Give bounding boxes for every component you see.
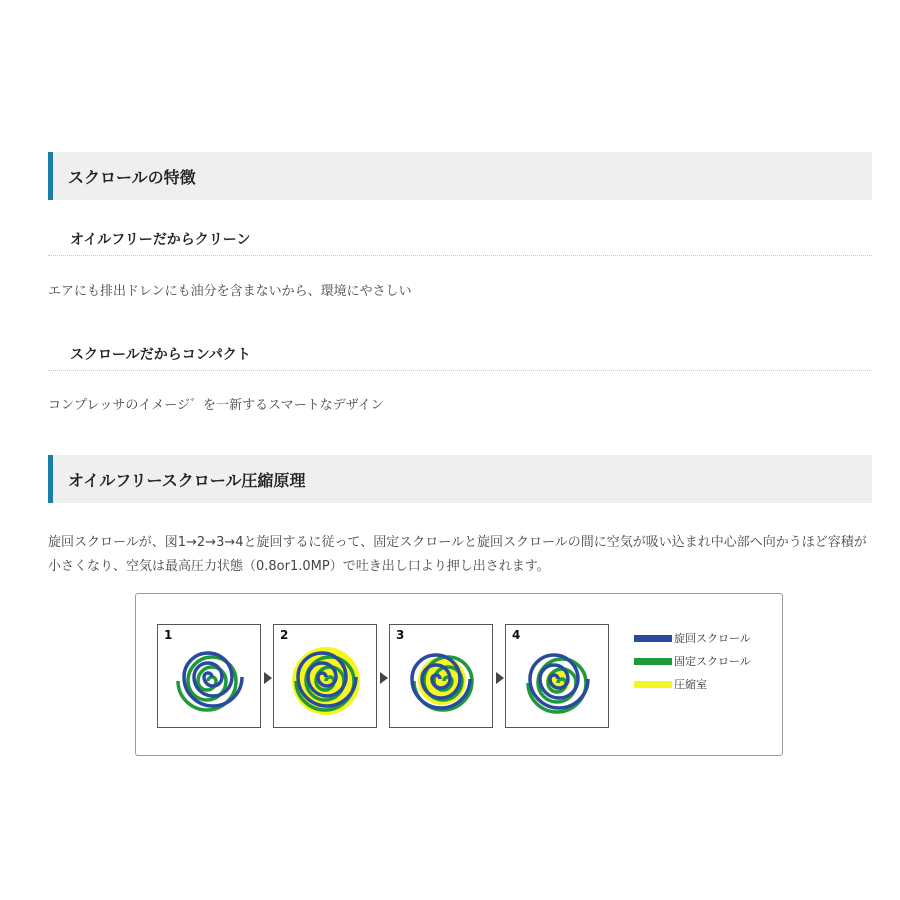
scroll-spiral-illustration bbox=[506, 625, 610, 729]
legend-label: 圧縮室 bbox=[674, 678, 707, 691]
legend-label: 固定スクロール bbox=[674, 655, 751, 668]
panel-number: 4 bbox=[512, 628, 521, 642]
feature-text-clean: エアにも排出ドレンにも油分を含まないから、環境にやさしい bbox=[48, 284, 412, 299]
arrow-right-icon bbox=[496, 672, 504, 684]
legend-swatch bbox=[634, 635, 672, 642]
feature-text-compact: コンプレッサのイメージ゛を一新するスマートなデザイン bbox=[48, 398, 384, 413]
panel-number: 2 bbox=[280, 628, 289, 642]
scroll-spiral-illustration bbox=[390, 625, 494, 729]
scroll-compression-diagram bbox=[135, 593, 783, 756]
feature-heading-compact bbox=[48, 340, 872, 371]
panel-number: 1 bbox=[164, 628, 173, 642]
arrow-right-icon bbox=[380, 672, 388, 684]
scroll-spiral-illustration bbox=[274, 625, 378, 729]
legend-swatch bbox=[634, 658, 672, 665]
diagram-panel-3 bbox=[389, 624, 493, 728]
diagram-panel-4 bbox=[505, 624, 609, 728]
section-title: スクロールの特徴 bbox=[68, 168, 196, 187]
legend-swatch bbox=[634, 681, 672, 688]
diagram-panel-1 bbox=[157, 624, 261, 728]
legend-label: 旋回スクロール bbox=[674, 632, 751, 645]
principle-paragraph: 旋回スクロールが、図1→2→3→4と旋回するに従って、固定スクロールと旋回スクロールの間に空気が吸い込まれ中心部へ向かうほど容積が小さくなり、空気は最高圧力状態（0.8or1.0MP）で吐き出し口より押し出されます。 bbox=[48, 535, 867, 574]
section-title: オイルフリースクロール圧縮原理 bbox=[68, 471, 306, 490]
section-header-features bbox=[48, 152, 872, 200]
diagram-panel-2 bbox=[273, 624, 377, 728]
feature-heading-text: スクロールだからコンパクト bbox=[70, 347, 251, 363]
section-header-principle bbox=[48, 455, 872, 503]
scroll-spiral-illustration bbox=[158, 625, 262, 729]
panel-number: 3 bbox=[396, 628, 405, 642]
arrow-right-icon bbox=[264, 672, 272, 684]
feature-heading-clean bbox=[48, 225, 872, 256]
feature-heading-text: オイルフリーだからクリーン bbox=[70, 232, 251, 248]
